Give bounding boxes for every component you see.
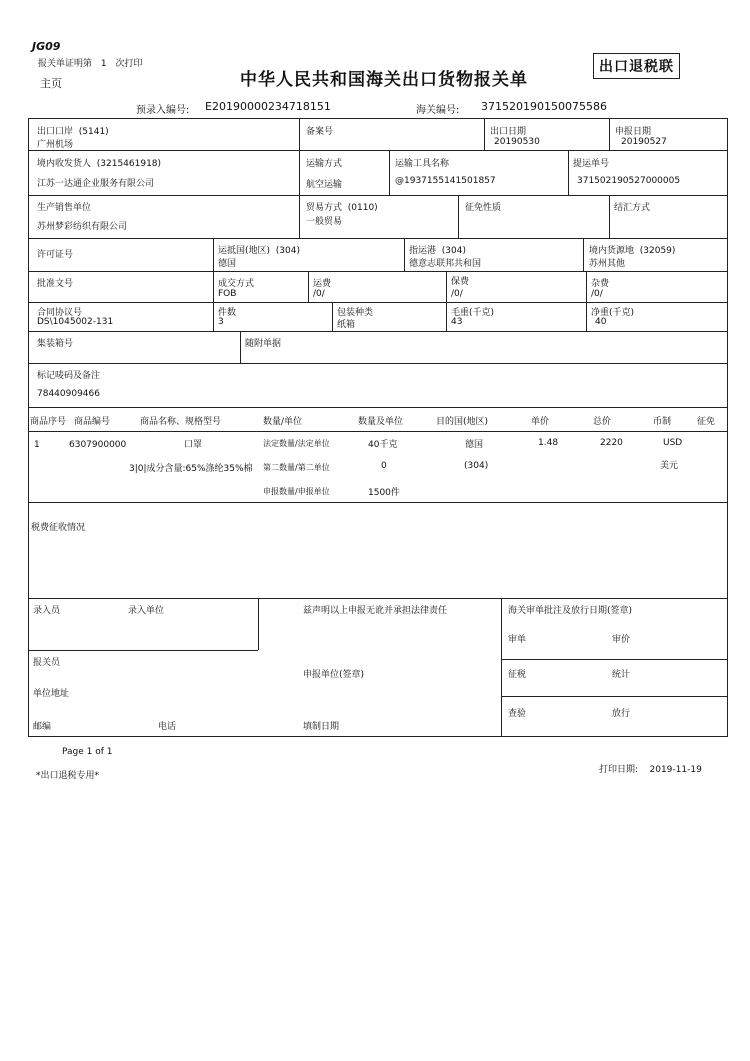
customs-approval-label: 海关审单批注及放行日期(签章) [508,606,633,616]
col-code: 商品编号 [74,417,111,427]
row-unit-price: 1.48 [538,438,559,448]
row-spec: 3|0|成分含量:65%涤纶35%棉 [129,464,253,474]
producer-value: 苏州梦彩纺织有限公司 [37,222,128,232]
row-qty3: 1500件 [368,488,400,498]
gross-weight-label: 毛重(千克) [451,308,495,318]
producer-label: 生产销售单位 [37,203,92,213]
customs-no-value: 371520190150075586 [481,100,607,113]
customs-no-label: 海关编号: [416,105,460,116]
declare-date-value: 20190527 [621,137,667,147]
col-unit-price: 单价 [531,417,550,427]
row-country: 德国 [465,440,484,450]
dest-country-value: 德国 [218,259,237,269]
print-note [38,56,143,69]
settle-label: 结汇方式 [614,203,651,213]
home-link[interactable]: 主页 [40,77,62,90]
col-total: 总价 [593,417,612,427]
form-code: JG09 [32,40,61,53]
package-value: 纸箱 [337,320,356,330]
contract-label: 合同协议号 [37,308,83,318]
row-currency: USD [663,438,683,448]
page-number: Page 1 of 1 [62,747,113,757]
row-code: 6307900000 [69,440,127,450]
bill-value: 371502190527000005 [577,176,681,186]
entry-person-label: 录入员 [33,606,61,616]
col-qty-unit: 数量/单位 [263,417,303,427]
row-total: 2220 [600,438,623,448]
prerecord-value: E20190000234718151 [205,100,331,113]
bill-label: 提运单号 [573,159,610,169]
row-currency-name: 美元 [660,461,679,471]
misc-label: 杂费 [591,279,610,289]
print-note-suffix: 次打印 [115,59,143,69]
row-qty-label2: 第二数量/第二单位 [263,463,330,472]
vehicle-value: @1937155141501857 [395,176,496,186]
vehicle-label: 运输工具名称 [395,159,450,169]
trade-value: 一般贸易 [306,217,343,227]
source-value: 苏州其他 [589,259,626,269]
release-label: 放行 [612,709,631,719]
gross-weight-value: 43 [451,317,463,327]
declare-date-label: 申报日期 [615,127,652,137]
page-title: 中华人民共和国海关出口货物报关单 [240,70,528,90]
insurance-label: 保费 [451,277,470,287]
insurance-value: /0/ [451,289,463,299]
source-label: 境内货源地 (32059) [589,246,676,256]
row-qty-label1: 法定数量/法定单位 [263,439,330,448]
transport-label: 运输方式 [306,159,343,169]
transport-value: 航空运输 [306,180,343,190]
export-tax-stamp: 出口退税联 [593,53,680,79]
tax-collection-label: 税费征收情况 [31,523,86,533]
export-tax-only: *出口退税专用* [36,771,100,781]
port-value: 德意志联邦共和国 [409,259,482,269]
fill-date-label: 填制日期 [303,722,340,732]
print-count: 1 [100,59,107,69]
record-no-label: 备案号 [306,127,334,137]
tax-nature-label: 征免性质 [465,203,502,213]
package-label: 包装种类 [337,308,374,318]
dest-country-label: 运抵国(地区) (304) [218,246,300,256]
col-qty: 数量及单位 [358,417,404,427]
freight-value: /0/ [313,289,325,299]
deal-value: FOB [218,289,237,299]
row-name: 口罩 [184,440,203,450]
port-label: 指运港 (304) [409,246,466,256]
print-date-value: 2019-11-19 [649,765,702,775]
phone-label: 电话 [158,722,177,732]
trade-label: 贸易方式 (0110) [306,203,378,213]
deal-label: 成交方式 [218,279,255,289]
statistics-label: 统计 [612,670,631,680]
col-seq: 商品序号 [30,417,67,427]
declaration-text: 兹声明以上申报无讹并承担法律责任 [303,606,448,616]
row-country-code: (304) [464,461,489,471]
pieces-label: 件数 [218,308,237,318]
col-country: 目的国(地区) [436,417,489,427]
row-qty2: 0 [381,461,387,471]
consignor-label: 境内收发货人 (3215461918) [37,159,162,169]
declarer-label: 报关员 [33,658,61,668]
zip-label: 邮编 [33,722,52,732]
tax-collect-label: 征税 [508,670,527,680]
col-tax: 征免 [697,417,716,427]
export-port-label: 出口口岸 (5141) [37,127,109,137]
declare-unit-label: 申报单位(签章) [303,670,365,680]
export-port-value: 广州机场 [37,140,74,150]
net-weight-value: 40 [595,317,607,327]
print-date-label: 打印日期: [599,765,639,775]
print-note-prefix: 报关单证明第 [38,59,93,69]
freight-label: 运费 [313,279,332,289]
consignor-value: 江苏一达通企业服务有限公司 [37,179,155,189]
marks-value: 78440909466 [37,389,100,399]
print-date [599,762,702,775]
prerecord-label: 预录入编号: [136,105,190,116]
price-review-label: 审价 [612,635,631,645]
license-label: 许可证号 [37,250,74,260]
approval-label: 批准文号 [37,279,74,289]
row-qty1: 40千克 [368,440,398,450]
misc-value: /0/ [591,289,603,299]
col-name: 商品名称、规格型号 [140,417,222,427]
docs-label: 随附单据 [245,339,282,349]
net-weight-label: 净重(千克) [591,308,635,318]
pieces-value: 3 [218,317,224,327]
entry-unit-label: 录入单位 [128,606,165,616]
export-date-value: 20190530 [494,137,540,147]
export-date-label: 出口日期 [490,127,527,137]
marks-label: 标记唛码及备注 [37,371,101,381]
review-label: 审单 [508,635,527,645]
col-currency: 币制 [653,417,672,427]
container-label: 集装箱号 [37,339,74,349]
inspect-label: 查验 [508,709,527,719]
contract-value: DS\1045002-131 [37,317,114,327]
unit-address-label: 单位地址 [33,689,70,699]
row-qty-label3: 申报数量/申报单位 [263,487,330,496]
row-seq: 1 [34,440,40,450]
